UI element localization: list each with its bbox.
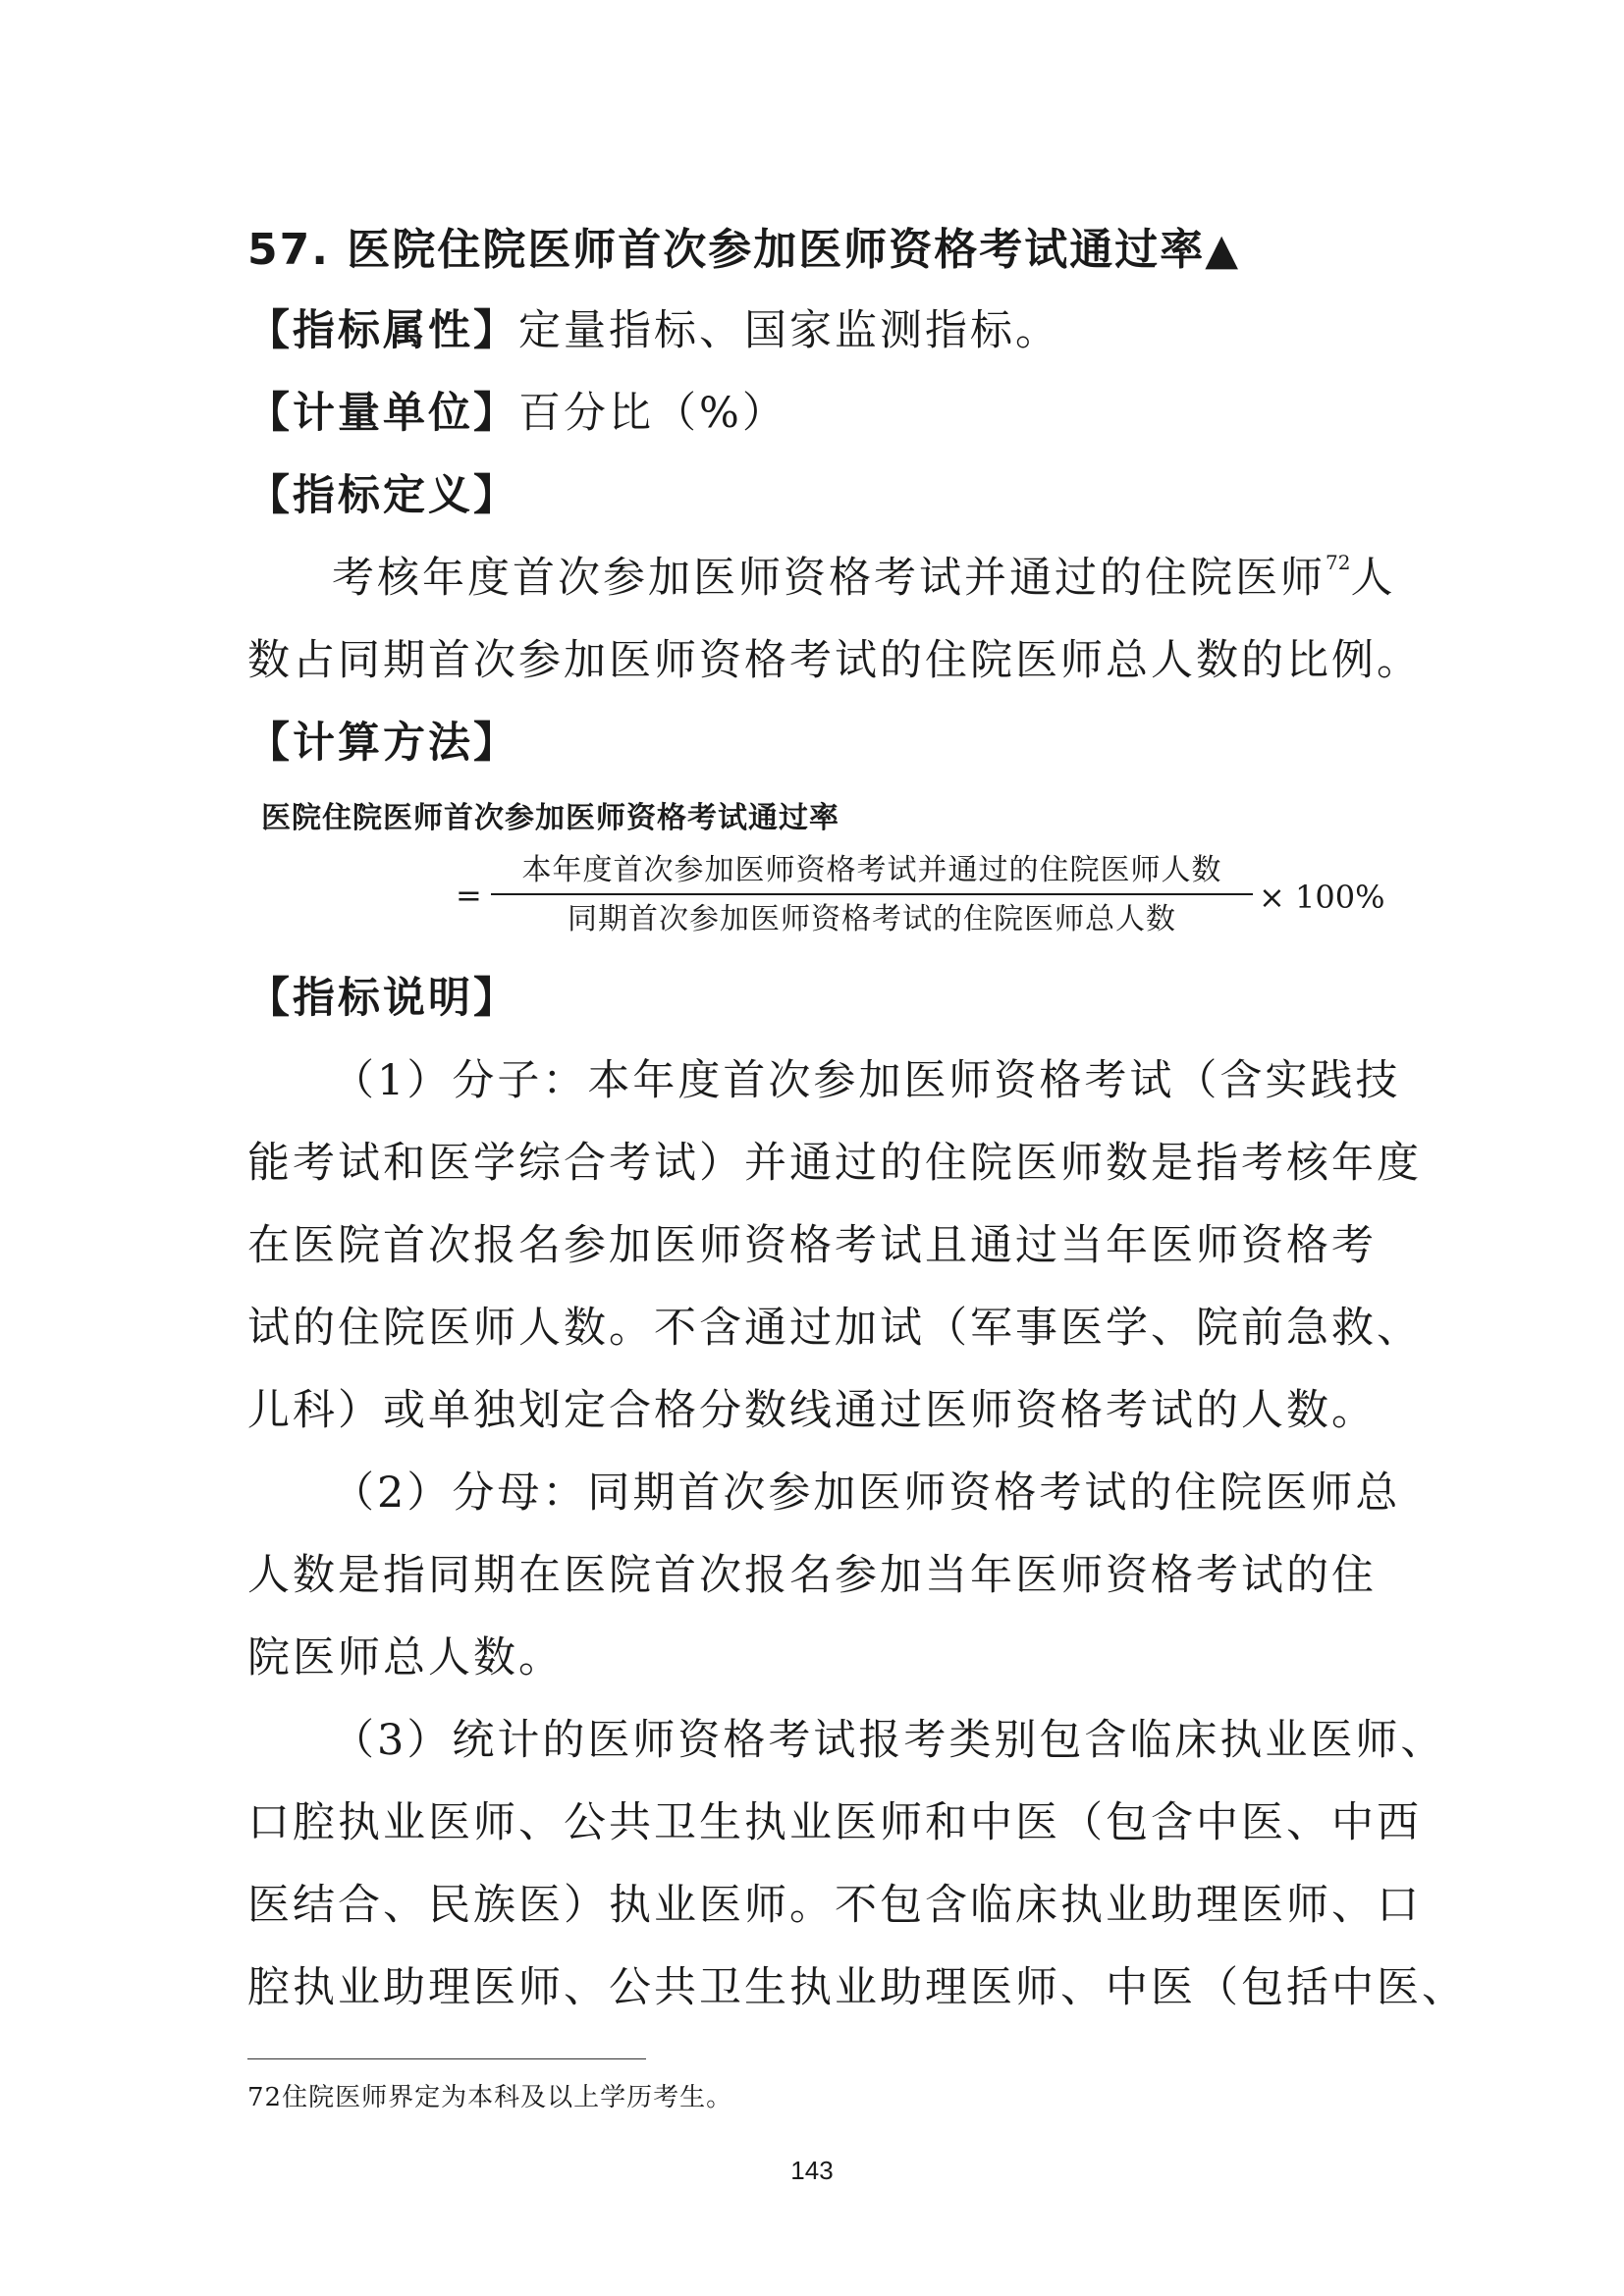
explanation-line-12: 腔执业助理医师、公共卫生执业助理医师、中医（包括中医、	[247, 1963, 1467, 2012]
formula-multiplier: × 100%	[1259, 879, 1385, 916]
explanation-line-4: 试的住院医师人数。不含通过加试（军事医学、院前急救、	[247, 1304, 1422, 1353]
footnote-reference: 72	[1326, 551, 1351, 574]
footnote: 72住院医师界定为本科及以上学历考生。	[247, 2083, 733, 2112]
explanation-line-2: 能考试和医学综合考试）并通过的住院医师数是指考核年度	[247, 1139, 1422, 1188]
unit-value: 百分比（%）	[518, 389, 787, 438]
explanation-line-9: （3）统计的医师资格考试报考类别包含临床执业医师、	[332, 1716, 1446, 1765]
definition-line-1	[247, 549, 1396, 608]
definition-text-1-end: 人	[1350, 554, 1396, 603]
definition-text-1: 考核年度首次参加医师资格考试并通过的住院医师	[332, 554, 1326, 603]
attribute-row	[247, 301, 1377, 360]
definition-line-2: 数占同期首次参加医师资格考试的住院医师总人数的比例。	[247, 636, 1422, 685]
indicator-title: 57. 医院住院医师首次参加医师资格考试通过率▲	[247, 225, 1241, 275]
formula-denominator: 同期首次参加医师资格考试的住院医师总人数	[568, 902, 1176, 936]
explanation-line-5: 儿科）或单独划定合格分数线通过医师资格考试的人数。	[247, 1386, 1377, 1435]
formula-lhs: 医院住院医师首次参加医师资格考试通过率	[261, 801, 839, 835]
method-label: 【计算方法】	[247, 719, 518, 768]
explanation-line-1: （1）分子：本年度首次参加医师资格考试（含实践技	[332, 1056, 1401, 1105]
attribute-label: 【指标属性】	[247, 306, 518, 355]
definition-label: 【指标定义】	[247, 471, 518, 520]
attribute-value: 定量指标、国家监测指标。	[518, 306, 1060, 355]
footnote-divider	[247, 2058, 646, 2059]
explanation-line-6: （2）分母：同期首次参加医师资格考试的住院医师总	[332, 1468, 1401, 1518]
page-number: 143	[790, 2156, 834, 2185]
explanation-line-8: 院医师总人数。	[247, 1633, 564, 1682]
explanation-line-10: 口腔执业医师、公共卫生执业医师和中医（包含中医、中西	[247, 1798, 1422, 1847]
explanation-line-11: 医结合、民族医）执业医师。不包含临床执业助理医师、口	[247, 1881, 1422, 1930]
formula-equals: =	[456, 877, 482, 914]
explanation-label: 【指标说明】	[247, 974, 518, 1023]
explanation-line-7: 人数是指同期在医院首次报名参加当年医师资格考试的住	[247, 1551, 1377, 1600]
formula-fraction	[491, 852, 1253, 938]
formula-numerator: 本年度首次参加医师资格考试并通过的住院医师人数	[521, 853, 1222, 887]
unit-row	[247, 384, 1377, 443]
unit-label: 【计量单位】	[247, 389, 518, 438]
explanation-line-3: 在医院首次报名参加医师资格考试且通过当年医师资格考	[247, 1221, 1377, 1270]
